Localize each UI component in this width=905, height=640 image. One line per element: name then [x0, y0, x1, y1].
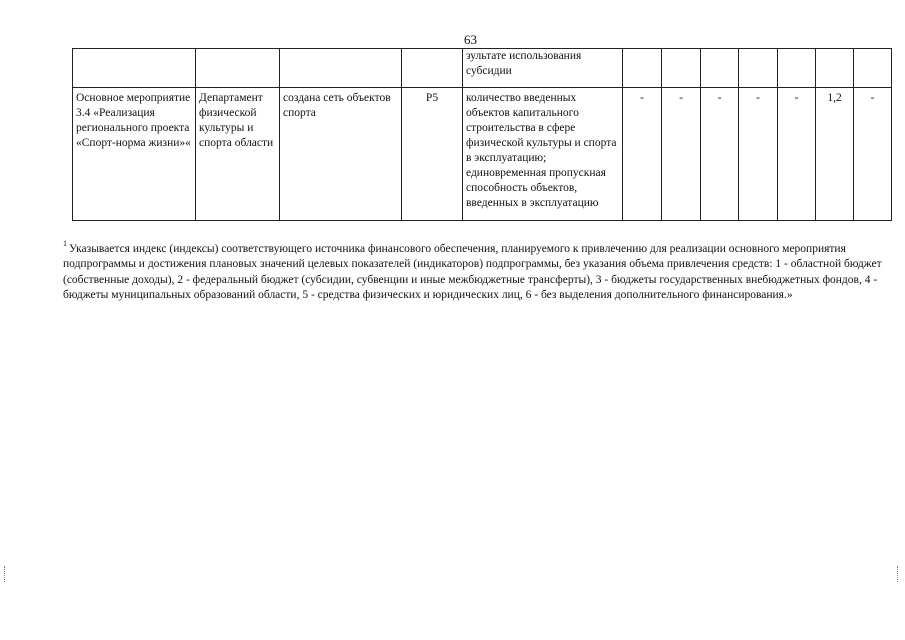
cell-value: - [701, 88, 739, 221]
cell-value: - [662, 88, 701, 221]
cell-indicator-continuation: зультате использования субсидии [463, 49, 623, 88]
cell-value-empty [816, 49, 854, 88]
cell-executor: Департамент физической культуры и спорта области [196, 88, 280, 221]
cell-value-empty [778, 49, 816, 88]
cell-value-empty [623, 49, 662, 88]
footnote-text: Указывается индекс (индексы) соответствующего источника финансового обеспечения, планируемого к привлечению для реализации основного мероприятия подпрограммы и достижения плановых значений целевых показателей (индикаторов) подпрограммы, без указания объема привлечения средств: 1 - областной бюджет (собственные доходы), 2 - федеральный бюджет (субсидии, субвенции и иные межбюджетные трансферты), 3 - бюджеты государственных внебюджетных фондов, 4 - бюджеты муниципальных образований области, 5 - средства физических и юридических лиц, 6 - без выделения дополнительного финансирования.» [63, 242, 882, 302]
margin-mark-right [897, 566, 900, 582]
cell-value-empty [701, 49, 739, 88]
table-row-activity-3-4 [73, 88, 892, 221]
cell-indicators: количество введенных объектов капитального строительства в сфере физической культуры и спорта в эксплуатацию; единовременная пропускная способность объектов, введенных в эксплуатацию [463, 88, 623, 221]
cell-code: P5 [402, 88, 463, 221]
cell-value: - [623, 88, 662, 221]
cell-value: - [739, 88, 778, 221]
cell-value-empty [662, 49, 701, 88]
cell-result-empty [280, 49, 402, 88]
cell-value: - [778, 88, 816, 221]
margin-mark-left [4, 566, 7, 582]
cell-value: 1,2 [816, 88, 854, 221]
cell-value-empty [854, 49, 892, 88]
table-row-continuation [73, 49, 892, 88]
footnote [63, 237, 883, 304]
cell-value: - [854, 88, 892, 221]
cell-value-empty [739, 49, 778, 88]
program-activities-table [72, 48, 892, 221]
footnote-marker: 1 [63, 239, 67, 248]
page-number: 63 [464, 32, 477, 47]
cell-executor-empty [196, 49, 280, 88]
cell-activity: Основное мероприятие 3.4 «Реализация регионального проекта «Спорт-норма жизни»« [73, 88, 196, 221]
cell-code-empty [402, 49, 463, 88]
cell-activity-empty [73, 49, 196, 88]
cell-result: создана сеть объектов спорта [280, 88, 402, 221]
